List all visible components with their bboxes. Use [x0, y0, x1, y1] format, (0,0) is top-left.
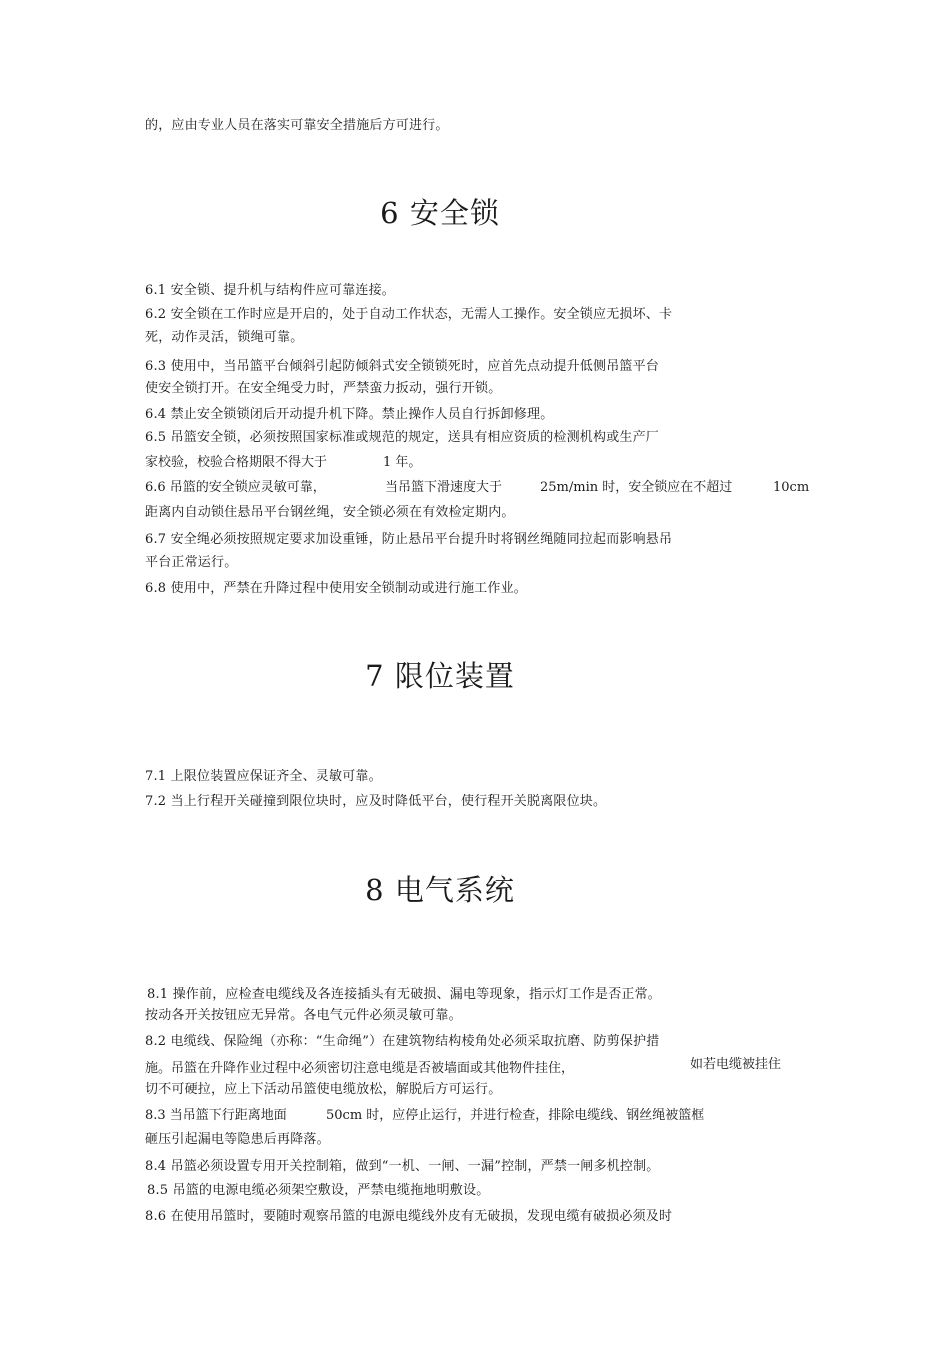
- clause-8-6: 8.6 在使用吊篮时，要随时观察吊篮的电源电缆线外皮有无破损，发现电缆有破损必须及时: [145, 1209, 673, 1224]
- clause-7-1: 7.1 上限位装置应保证齐全、灵敏可靠。: [145, 769, 382, 784]
- clause-7-2: 7.2 当上行程开关碰撞到限位块时，应及时降低平台，使行程开关脱离限位块。: [145, 794, 607, 809]
- section-6-heading: 6 安全锁: [380, 196, 500, 230]
- clause-6-2-line-2: 死，动作灵活，锁绳可靠。: [145, 330, 304, 345]
- clause-8-5: 8.5 吊篮的电源电缆必须架空敷设，严禁电缆拖地明敷设。: [147, 1183, 490, 1198]
- clause-8-2-line-2-text: 施。吊篮在升降作业过程中必须密切注意电缆是否被墙面或其他物件挂住，: [145, 1061, 575, 1076]
- clause-8-3-line-1-text: 8.3 当吊篮下行距离地面: [145, 1108, 287, 1123]
- clause-8-4: 8.4 吊篮必须设置专用开关控制箱，做到“一机、一闸、一漏”控制，严禁一闸多机控制。: [145, 1159, 660, 1174]
- clause-6-3-line-1: 6.3 使用中，当吊篮平台倾斜引起防倾斜式安全锁锁死时，应首先点动提升低侧吊篮平台: [145, 359, 660, 374]
- clause-6-7-line-2: 平台正常运行。: [145, 555, 238, 570]
- intro-continuation-text: 的，应由专业人员在落实可靠安全措施后方可进行。: [145, 118, 449, 133]
- clause-8-1-line-1: 8.1 操作前，应检查电缆线及各连接插头有无破损、漏电等现象，指示灯工作是否正常。: [147, 987, 662, 1002]
- clause-8-3-line-2: 砸压引起漏电等隐患后再降落。: [145, 1132, 330, 1147]
- clause-6-2-line-1: 6.2 安全锁在工作时应是开启的，处于自动工作状态，无需人工操作。安全锁应无损坏、卡: [145, 307, 673, 322]
- clause-6-5-line-2-text: 家校验，校验合格期限不得大于: [145, 455, 328, 470]
- clause-8-3-line-1-tail: 50cm 时，应停止运行，并进行检查，排除电缆线、钢丝绳被篮框: [326, 1108, 705, 1123]
- clause-6-6-line-1-mid: 当吊篮下滑速度大于: [385, 480, 503, 495]
- clause-6-5-line-2-value: 1 年。: [383, 455, 422, 470]
- clause-8-2-line-1: 8.2 电缆线、保险绳（亦称：“生命绳”）在建筑物结构棱角处必须采取抗磨、防剪保护措: [145, 1034, 660, 1049]
- clause-6-8: 6.8 使用中，严禁在升降过程中使用安全锁制动或进行施工作业。: [145, 581, 528, 596]
- clause-6-3-line-2: 使安全锁打开。在安全绳受力时，严禁蛮力扳动，强行开锁。: [145, 381, 502, 396]
- clause-8-2-line-2-tail: 如若电缆被挂住: [690, 1057, 782, 1072]
- clause-6-6-line-2: 距离内自动锁住悬吊平台钢丝绳，安全锁必须在有效检定期内。: [145, 505, 515, 520]
- clause-6-4: 6.4 禁止安全锁锁闭后开动提升机下降。禁止操作人员自行拆卸修理。: [145, 407, 554, 422]
- clause-8-2-line-3: 切不可硬拉，应上下活动吊篮使电缆放松，解脱后方可运行。: [145, 1082, 502, 1097]
- section-7-heading: 7 限位装置: [365, 659, 515, 693]
- section-8-heading: 8 电气系统: [365, 873, 515, 907]
- clause-8-1-line-2: 按动各开关按钮应无异常。各电气元件必须灵敏可靠。: [145, 1008, 462, 1023]
- clause-6-5-line-1: 6.5 吊篮安全锁，必须按照国家标准或规范的规定，送具有相应资质的检测机构或生产厂: [145, 430, 660, 445]
- clause-6-7-line-1: 6.7 安全绳必须按照规定要求加设重锤，防止悬吊平台提升时将钢丝绳随同拉起而影响悬吊: [145, 532, 673, 547]
- clause-6-1: 6.1 安全锁、提升机与结构件应可靠连接。: [145, 283, 396, 298]
- clause-6-6-line-1-speed: 25m/min 时，安全锁应在不超过: [540, 480, 733, 495]
- clause-6-6-line-1-text: 6.6 吊篮的安全锁应灵敏可靠，: [145, 480, 326, 495]
- clause-6-6-line-1-distance: 10cm: [773, 480, 810, 495]
